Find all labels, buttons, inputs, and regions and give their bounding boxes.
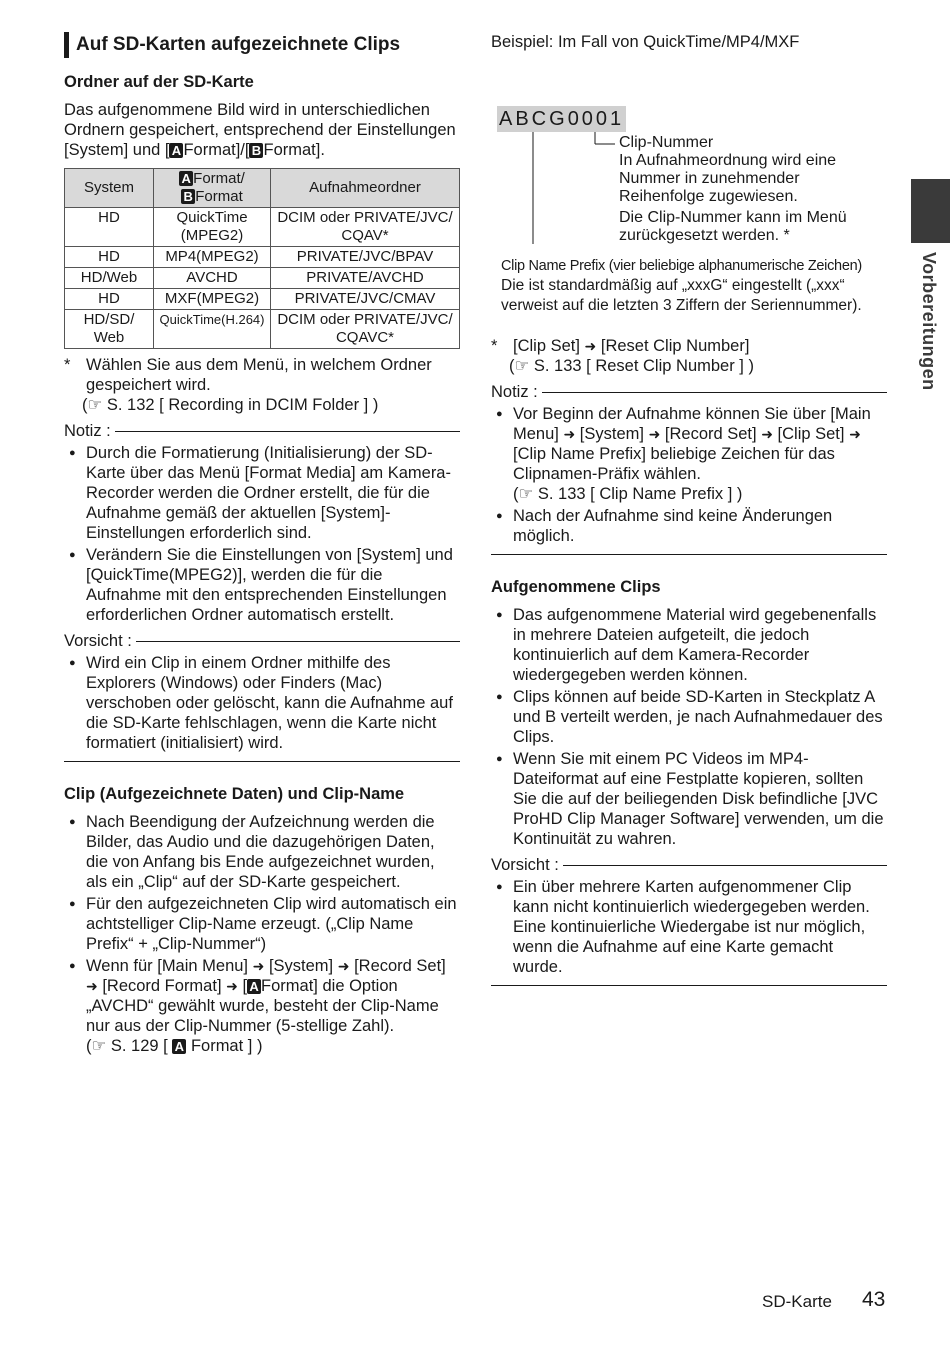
list-item: ● Nach Beendigung der Aufzeichnung werden die Bilder, das Audio und die dazugehörigen Daten, die von Anfang bis Ende aufgezeichnet wurden, als ein „Clip“ auf der SD-Karte gespeichert. bbox=[64, 812, 460, 892]
recorded-clips-heading: Aufgenommene Clips bbox=[491, 578, 661, 596]
table-header-row bbox=[65, 169, 460, 208]
table-cell: HD bbox=[65, 208, 154, 247]
table-cell: MXF(MPEG2) bbox=[154, 289, 271, 310]
recorded-clips-list bbox=[491, 605, 887, 849]
list-item: ● Wird ein Clip in einem Ordner mithilfe des Explorers (Windows) oder Finders (Mac) verschoben oder gelöscht, kann die Aufnahme auf die SD-Karte fehlschlagen, wenn die Karte nicht formatiert (initialisiert) wird. bbox=[64, 653, 460, 753]
table-row bbox=[65, 310, 460, 349]
table-cell: HD bbox=[65, 247, 154, 268]
list-item: ● Verändern Sie die Einstellungen von [System] und [QuickTime(MPEG2)], werden die für die Aufnahme mit den entsprechenden Einstellungen erforderlichen Ordner automatisch erstellt. bbox=[64, 545, 460, 625]
arrow-right-icon: ➜ bbox=[563, 426, 576, 442]
right-column bbox=[491, 32, 887, 1008]
list-item: ● Für den aufgezeichneten Clip wird automatisch ein achtstelliger Clip-Name erzeugt. („Clip Name Prefix“ + „Clip-Nummer“) bbox=[64, 894, 460, 954]
note-label: Notiz : bbox=[64, 421, 460, 441]
folder-footnote bbox=[64, 355, 460, 395]
table-row bbox=[65, 289, 460, 310]
table-row bbox=[65, 268, 460, 289]
arrow-right-icon: ➜ bbox=[761, 426, 773, 442]
footnote-text: Wählen Sie aus dem Menü, in welchem Ordner gespeichert wird. bbox=[86, 356, 432, 394]
arrow-right-icon: ➜ bbox=[849, 426, 861, 442]
table-header-folder: Aufnahmeordner bbox=[271, 169, 460, 208]
table-cell: PRIVATE/JVC/CMAV bbox=[271, 289, 460, 310]
clip-heading: Clip (Aufgezeichnete Daten) und Clip-Name bbox=[64, 785, 405, 803]
format-a-icon: A bbox=[247, 979, 261, 994]
table-cell: DCIM oder PRIVATE/JVC/ CQAVC* bbox=[271, 310, 460, 349]
arrow-right-icon: ➜ bbox=[584, 338, 597, 354]
caution-label: Vorsicht : bbox=[64, 631, 460, 651]
table-cell: MP4(MPEG2) bbox=[154, 247, 271, 268]
arrow-right-icon: ➜ bbox=[648, 426, 661, 442]
left-column bbox=[64, 32, 460, 1058]
table-header-format: A Format/ B Format bbox=[154, 169, 271, 208]
table-row bbox=[65, 247, 460, 268]
page-number: 43 bbox=[862, 1288, 886, 1311]
clip-name-number-part: 0001 bbox=[567, 108, 625, 130]
prefix-label: Clip Name Prefix (vier beliebige alphanumerische Zeichen) bbox=[501, 258, 862, 274]
table-cell: HD/SD/ Web bbox=[65, 310, 154, 349]
format-a-icon: A bbox=[169, 143, 183, 158]
format-a-icon: A bbox=[172, 1039, 186, 1054]
clip-number-reset-note: Die Clip-Nummer kann im Menü zurückgesetzt werden. * bbox=[619, 209, 847, 244]
folder-heading: Ordner auf der SD-Karte bbox=[64, 73, 254, 91]
list-item: ● Wenn Sie mit einem PC Videos im MP4-Dateiformat auf eine Festplatte kopieren, sollten Sie die auf der beiliegenden Disk befindliche [JVC ProHD Clip Manager Software] verwenden, um die Kontinuität zu wahren. bbox=[491, 749, 887, 849]
clip-name-diagram bbox=[491, 62, 887, 314]
prefix-desc: Die ist standardmäßig auf „xxxG“ eingestellt („xxx“ verweist auf die letzten 3 Ziffern der Seriennummer). bbox=[501, 277, 862, 314]
folder-table bbox=[64, 168, 460, 349]
format-a-icon: A bbox=[179, 171, 193, 186]
table-cell: HD/Web bbox=[65, 268, 154, 289]
footer-section-name: SD-Karte bbox=[762, 1292, 832, 1311]
folder-intro: Das aufgenommene Bild wird in unterschiedlichen Ordnern gespeichert, entsprechend der Einstellungen [System] und [ A Format]/[ B Format]. bbox=[64, 101, 456, 159]
list-item: ● Clips können auf beide SD-Karten in Steckplatz A und B verteilt werden, je nach Aufnahmedauer des Clips. bbox=[491, 687, 887, 747]
table-row bbox=[65, 208, 460, 247]
clip-number-label: Clip-Nummer bbox=[619, 134, 714, 151]
list-item: ● Das aufgenommene Material wird gegebenenfalls in mehrere Dateien aufgeteilt, die jedoch kontinuierlich auf dem Kamera-Recorder wiedergegeben werden können. bbox=[491, 605, 887, 685]
list-item: ● Ein über mehrere Karten aufgenommener Clip kann nicht kontinuierlich wiedergegeben werden. Eine kontinuierliche Wiedergabe ist nur möglich, wenn die Aufnahme auf eine Karte gemacht wurde. bbox=[491, 877, 887, 977]
table-cell: HD bbox=[65, 289, 154, 310]
table-cell: PRIVATE/AVCHD bbox=[271, 268, 460, 289]
table-cell: PRIVATE/JVC/BPAV bbox=[271, 247, 460, 268]
format-b-icon: B bbox=[181, 189, 195, 204]
arrow-right-icon: ➜ bbox=[226, 978, 238, 994]
footnote-reference-link[interactable]: (☞ S. 132 [ Recording in DCIM Folder ] ) bbox=[82, 396, 379, 414]
section-tab-marker bbox=[911, 179, 950, 243]
arrow-right-icon: ➜ bbox=[252, 958, 265, 974]
note-list bbox=[64, 443, 460, 625]
divider bbox=[64, 761, 460, 762]
caution-label: Vorsicht : bbox=[491, 855, 887, 875]
arrow-right-icon: ➜ bbox=[86, 978, 98, 994]
clip-name-prefix-part: ABCG bbox=[499, 108, 568, 130]
footnote-mark: * bbox=[64, 356, 71, 374]
caution-list bbox=[64, 653, 460, 753]
reset-reference-link[interactable]: (☞ S. 133 [ Reset Clip Number ] ) bbox=[509, 357, 754, 375]
table-cell: QuickTime (MPEG2) bbox=[154, 208, 271, 247]
example-label: Beispiel: Im Fall von QuickTime/MP4/MXF bbox=[491, 33, 800, 51]
note-list bbox=[491, 404, 887, 546]
table-cell: AVCHD bbox=[154, 268, 271, 289]
section-title: Auf SD-Karten aufgezeichnete Clips bbox=[64, 32, 460, 58]
table-cell: QuickTime(H.264) bbox=[154, 310, 271, 349]
divider bbox=[491, 554, 887, 555]
divider bbox=[491, 985, 887, 986]
clip-number-desc: In Aufnahmeordnung wird eine Nummer in zunehmender Reihenfolge zugewiesen. bbox=[619, 152, 837, 205]
list-item: ● Durch die Formatierung (Initialisierung) der SD-Karte über das Menü [Format Media] am Kamera-Recorder werden die Ordner erstellt, die für die Aufnahme gemäß der aktuellen [System]-Einstellungen erforderlich sind. bbox=[64, 443, 460, 543]
table-header-system: System bbox=[65, 169, 154, 208]
arrow-right-icon: ➜ bbox=[337, 958, 350, 974]
section-tab-label: Vorbereitungen bbox=[919, 252, 939, 391]
footnote-mark: * bbox=[491, 337, 498, 355]
table-cell: DCIM oder PRIVATE/JVC/ CQAV* bbox=[271, 208, 460, 247]
caution-list bbox=[491, 877, 887, 977]
clip-list bbox=[64, 812, 460, 1056]
clip-number-callout bbox=[619, 134, 887, 245]
reset-footnote: * [Clip Set] ➜ [Reset Clip Number] bbox=[491, 337, 750, 355]
list-item: ● Wenn für [Main Menu] ➜ [System] ➜ [Record Set] ➜ [Record Format] ➜ [ A Format] die Option „AVCHD“ gewählt wurde, besteht der Clip-Name nur aus der Clip-Nummer (5-stellige Zahl). (☞ S. 129 [ A Format ] ) bbox=[64, 956, 460, 1056]
note-label: Notiz : bbox=[491, 382, 887, 402]
list-item: ● Vor Beginn der Aufnahme können Sie über [Main Menu] ➜ [System] ➜ [Record Set] ➜ [Clip Set] ➜ [Clip Name Prefix] beliebige Zeichen für das Clipnamen-Präfix wählen. (☞ S. 133 [ Clip Name Prefix ] ) bbox=[491, 404, 887, 504]
prefix-reference-link[interactable]: (☞ S. 133 [ Clip Name Prefix ] ) bbox=[513, 485, 743, 503]
list-item: ● Nach der Aufnahme sind keine Änderungen möglich. bbox=[491, 506, 887, 546]
format-b-icon: B bbox=[249, 143, 263, 158]
clip-reference-link[interactable]: (☞ S. 129 [ A Format ] ) bbox=[86, 1037, 263, 1055]
